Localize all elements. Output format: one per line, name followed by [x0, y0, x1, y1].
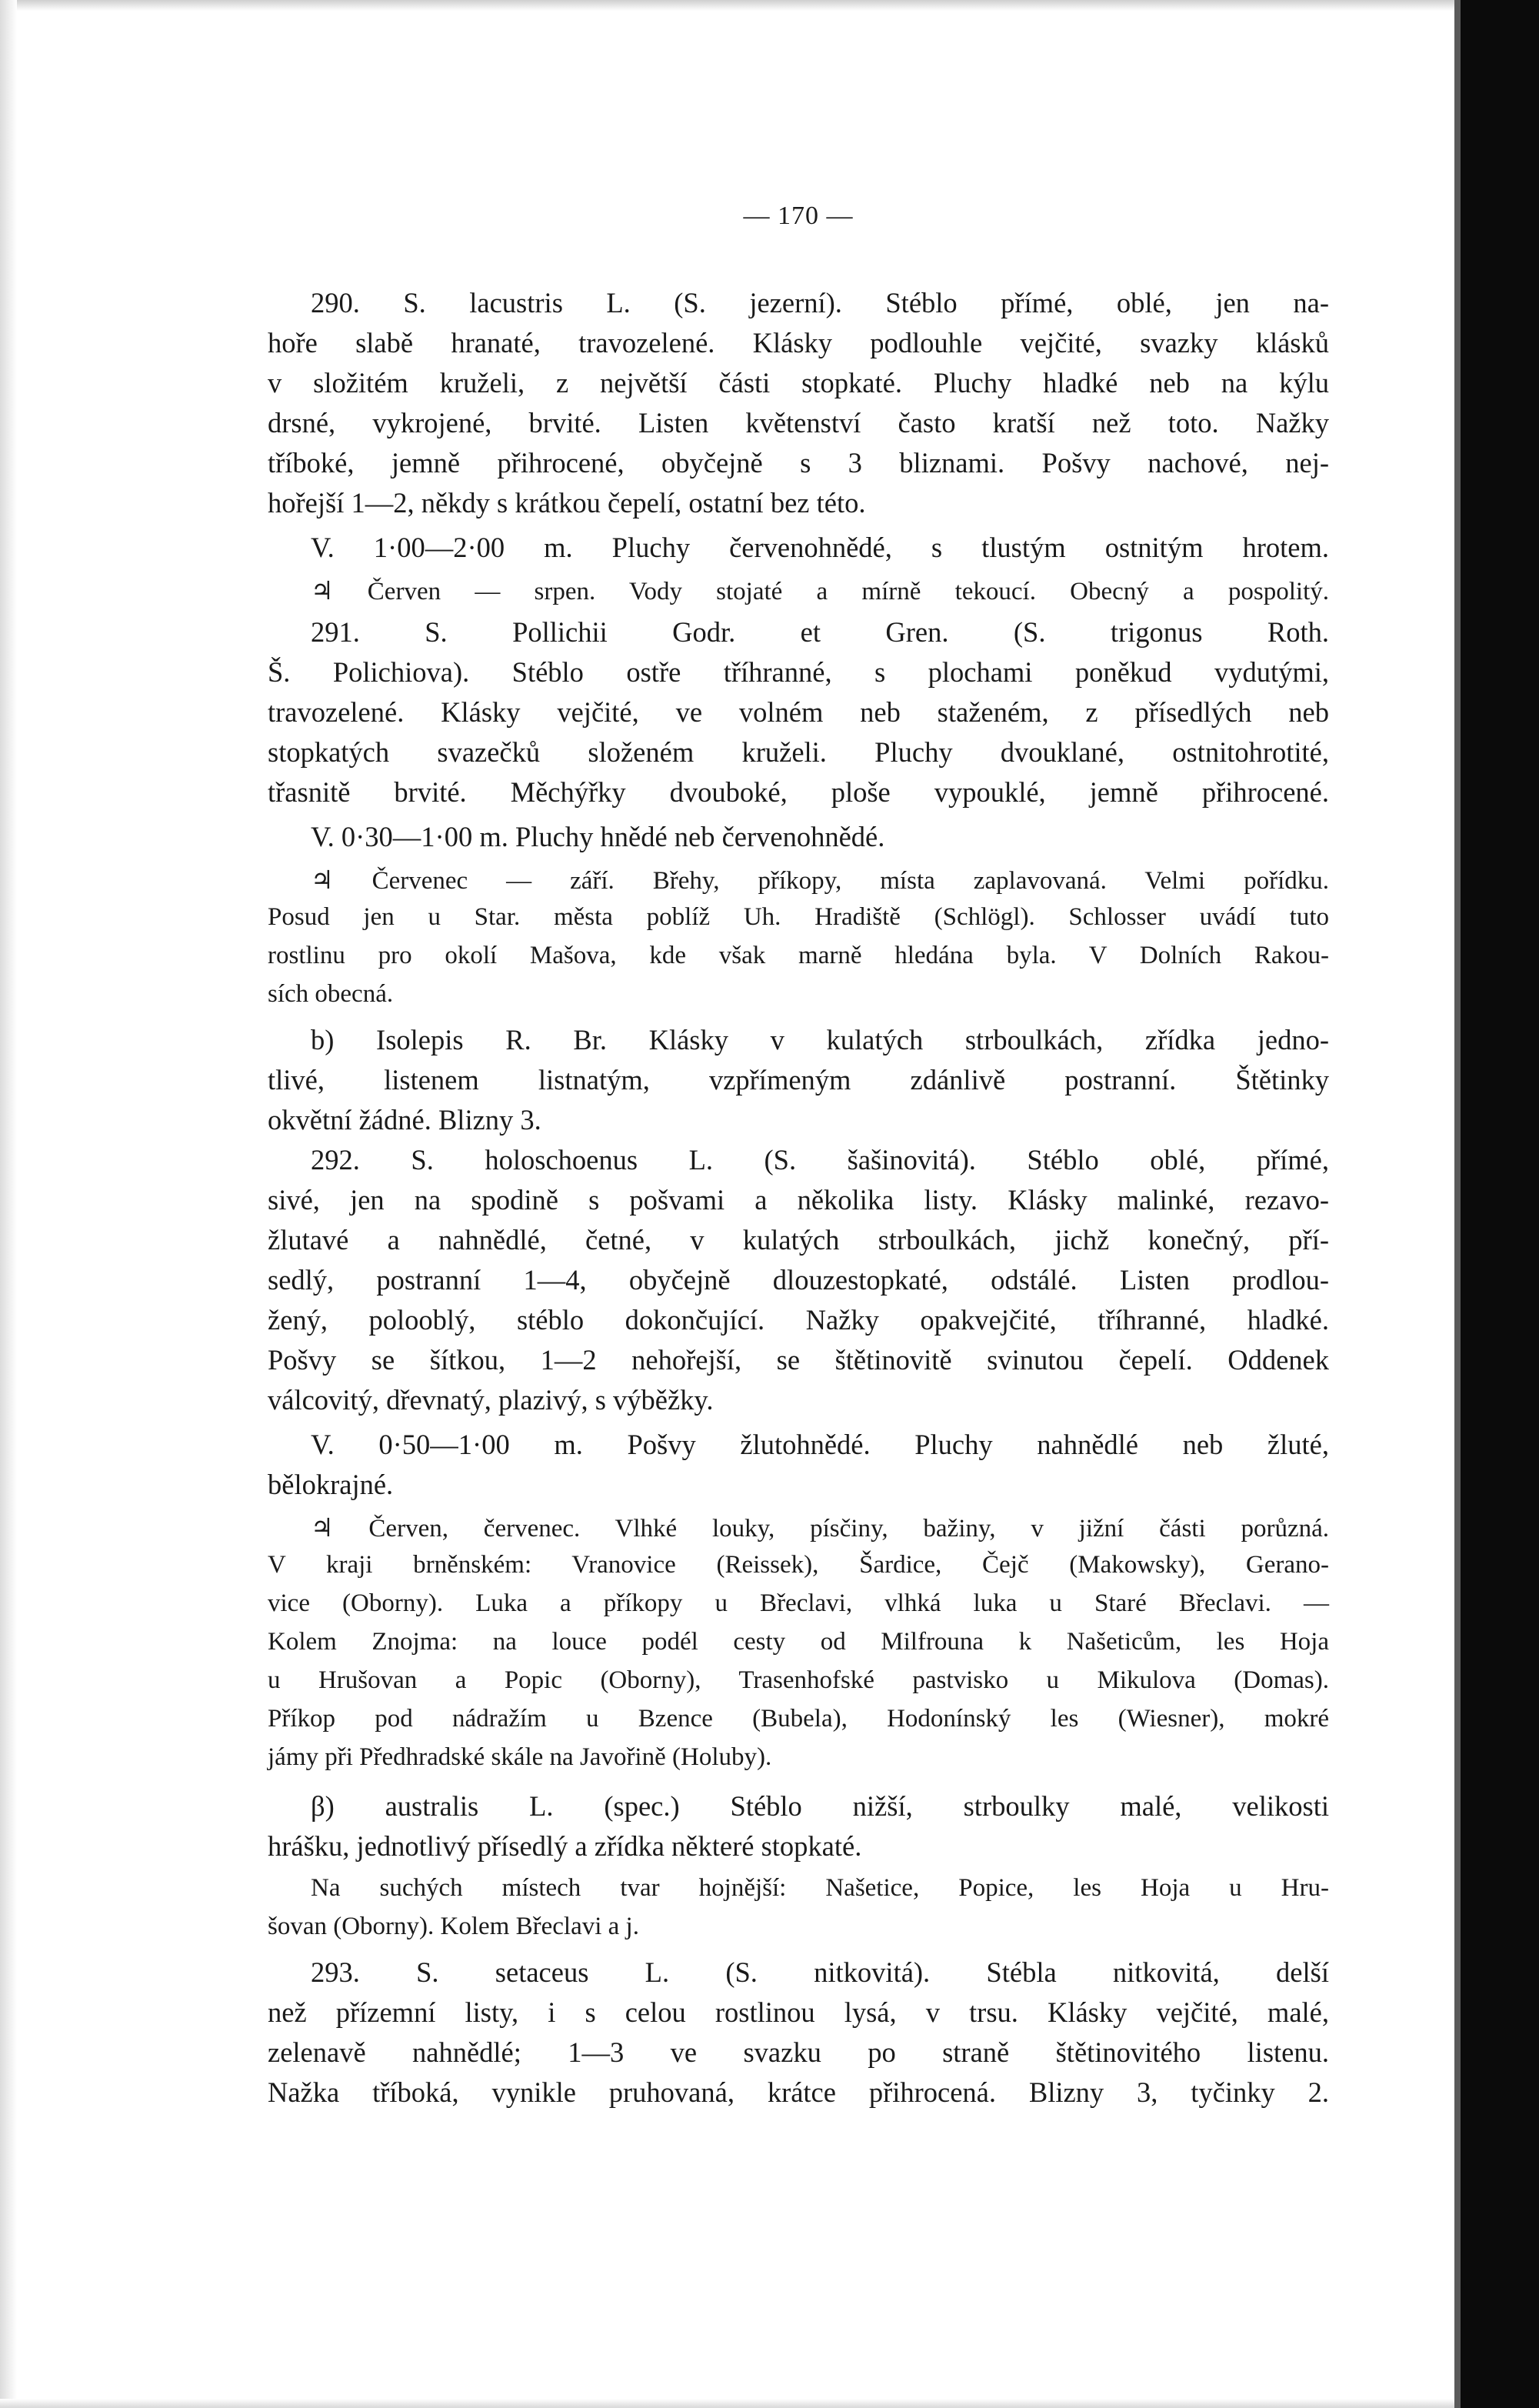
- text-line: travozelené. Klásky vejčité, ve volném neb staženém, z přísedlých neb: [268, 696, 1329, 728]
- text-line: ♃ Červen, červenec. Vlhké louky, písčiny, bažiny, v jižní části porůzná.: [311, 1515, 1329, 1543]
- text-line: hořejší 1—2, někdy s krátkou čepelí, ostatní bez této.: [268, 487, 866, 519]
- text-line: okvětní žádné. Blizny 3.: [268, 1104, 541, 1136]
- text-line: Posud jen u Star. města poblíž Uh. Hradiště (Schlögl). Schlosser uvádí tuto: [268, 903, 1329, 931]
- text-line: V kraji brněnském: Vranovice (Reissek), Šardice, Čejč (Makowsky), Gerano-: [268, 1551, 1329, 1579]
- text-line: V. 1·00—2·00 m. Pluchy červenohnědé, s tlustým ostnitým hrotem.: [311, 532, 1329, 563]
- text-line: vice (Oborny). Luka a příkopy u Břeclavi, vlhká luka u Staré Břeclavi. —: [268, 1589, 1329, 1617]
- text-line: b) Isolepis R. Br. Klásky v kulatých strboulkách, zřídka jedno-: [311, 1024, 1329, 1056]
- text-line: β) australis L. (spec.) Stéblo nižší, strboulky malé, velikosti: [311, 1790, 1329, 1822]
- text-line: tříboké, jemně přihrocené, obyčejně s 3 bliznami. Pošvy nachové, nej-: [268, 447, 1329, 479]
- text-line: třasnitě brvité. Měchýřky dvouboké, ploše vypouklé, jemně přihrocené.: [268, 776, 1329, 808]
- text-line: 291. S. Pollichii Godr. et Gren. (S. trigonus Roth.: [311, 616, 1329, 648]
- text-line: zelenavě nahnědlé; 1—3 ve svazku po straně štětinovitého listenu.: [268, 2036, 1329, 2068]
- scan-right-border: [1454, 0, 1539, 2408]
- text-line: Pošvy se šítkou, 1—2 nehořejší, se štětinovitě svinutou čepelí. Oddenek: [268, 1344, 1329, 1376]
- text-line: hrášku, jednotlivý přísedlý a zřídka některé stopkaté.: [268, 1830, 862, 1862]
- text-line: 290. S. lacustris L. (S. jezerní). Stéblo přímé, oblé, jen na-: [311, 287, 1329, 319]
- text-line: žlutavé a nahnědlé, četné, v kulatých strboulkách, jichž konečný, pří-: [268, 1224, 1329, 1256]
- text-line: rostlinu pro okolí Mašova, kde však marně hledána byla. V Dolních Rakou-: [268, 942, 1329, 969]
- text-line: bělokrajné.: [268, 1469, 394, 1500]
- text-line: drsné, vykrojené, brvité. Listen květenství často kratší než toto. Nažky: [268, 407, 1329, 439]
- text-line: jámy při Předhradské skále na Javořině (Holuby).: [268, 1743, 772, 1771]
- text-line: stopkatých svazečků složeném kruželi. Pluchy dvouklané, ostnitohrotité,: [268, 736, 1329, 768]
- scan-left-edge: [0, 0, 17, 2408]
- text-line: než přízemní listy, i s celou rostlinou lysá, v trsu. Klásky vejčité, malé,: [268, 1996, 1329, 2028]
- text-line: ♃ Červenec — září. Břehy, příkopy, místa zaplavovaná. Velmi pořídku.: [311, 867, 1329, 895]
- text-line: sích obecná.: [268, 980, 394, 1008]
- text-line: Nažka tříboká, vynikle pruhovaná, krátce přihrocená. Blizny 3, tyčinky 2.: [268, 2076, 1329, 2108]
- scan-top-edge: [0, 0, 1454, 11]
- text-line: 293. S. setaceus L. (S. nitkovitá). Stébla nitkovitá, delší: [311, 1956, 1329, 1988]
- text-line: hoře slabě hranaté, travozelené. Klásky podlouhle vejčité, svazky klásků: [268, 327, 1329, 359]
- text-line: ♃ Červen — srpen. Vody stojaté a mírně tekoucí. Obecný a pospolitý.: [311, 578, 1329, 605]
- text-line: u Hrušovan a Popic (Oborny), Trasenhofské pastvisko u Mikulova (Domas).: [268, 1666, 1329, 1694]
- text-line: V. 0·30—1·00 m. Pluchy hnědé neb červenohnědé.: [311, 821, 885, 852]
- text-line: šovan (Oborny). Kolem Břeclavi a j.: [268, 1913, 639, 1940]
- text-line: tlivé, listenem listnatým, vzpřímeným zdánlivě postranní. Štětinky: [268, 1064, 1329, 1096]
- text-line: sivé, jen na spodině s pošvami a několika listy. Klásky malinké, rezavo-: [268, 1184, 1329, 1216]
- text-line: Na suchých místech tvar hojnější: Našetice, Popice, les Hoja u Hru-: [311, 1874, 1329, 1902]
- text-line: V. 0·50—1·00 m. Pošvy žlutohnědé. Pluchy nahnědlé neb žluté,: [311, 1429, 1329, 1460]
- scan-border-edge: [1454, 0, 1461, 2408]
- text-line: Kolem Znojma: na louce podél cesty od Milfrouna k Našeticům, les Hoja: [268, 1628, 1329, 1656]
- page-number: — 170 —: [743, 202, 854, 230]
- text-line: Š. Polichiova). Stéblo ostře tříhranné, s plochami poněkud vydutými,: [268, 656, 1329, 688]
- text-line: 292. S. holoschoenus L. (S. šašinovitá). Stéblo oblé, přímé,: [311, 1144, 1329, 1176]
- text-line: válcovitý, dřevnatý, plazivý, s výběžky.: [268, 1384, 714, 1416]
- text-line: sedlý, postranní 1—4, obyčejně dlouzestopkaté, odstálé. Listen prodlou-: [268, 1264, 1329, 1296]
- text-line: žený, polooblý, stéblo dokončující. Nažky opakvejčité, tříhranné, hladké.: [268, 1304, 1329, 1336]
- text-line: v složitém kruželi, z největší části stopkaté. Pluchy hladké neb na kýlu: [268, 367, 1329, 399]
- scan-bottom-edge: [0, 2399, 1454, 2408]
- text-line: Příkop pod nádražím u Bzence (Bubela), Hodonínský les (Wiesner), mokré: [268, 1705, 1329, 1733]
